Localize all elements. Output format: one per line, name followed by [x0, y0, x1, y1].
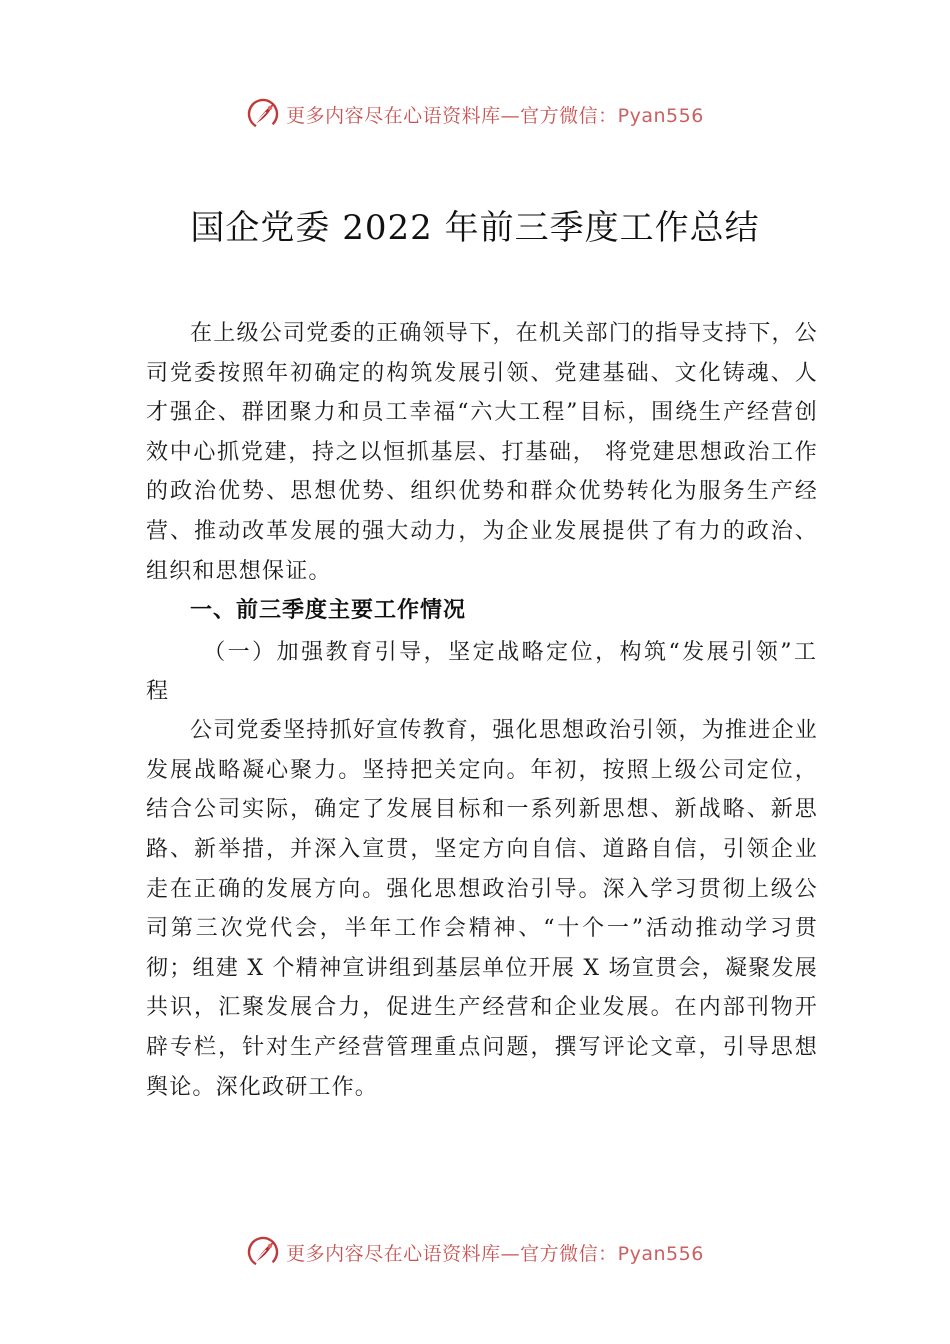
- intro-paragraph: 在上级公司党委的正确领导下，在机关部门的指导支持下，公司党委按照年初确定的构筑发展引领、党建基础、文化铸魂、人才强企、群团聚力和员工幸福“六大工程”目标，围绕生产经营创效中心抓党建，持之以恒抓基层、打基础， 将党建思想政治工作的政治优势、思想优势、组织优势和群众优势转化为服务生产经营、推动改革发展的强大动力，为企业发展提供了有力的政治、组织和思想保证。: [146, 321, 818, 584]
- header-banner: [0, 94, 950, 134]
- section-heading: 一、前三季度主要工作情况: [190, 598, 467, 624]
- footer-banner: [0, 1232, 950, 1272]
- feather-quill-logo-icon: [246, 1235, 280, 1269]
- banner-text: [286, 101, 704, 128]
- banner-wechat-id: Pyan556: [617, 104, 704, 127]
- banner-main-text: 更多内容尽在心语资料库—官方微信：: [286, 104, 618, 127]
- banner-text: [286, 1239, 704, 1266]
- banner-main-text: 更多内容尽在心语资料库—官方微信：: [286, 1242, 618, 1265]
- subsection-paragraph: 公司党委坚持抓好宣传教育，强化思想政治引领，为推进企业发展战略凝心聚力。坚持把关定向。年初，按照上级公司定位，结合公司实际，确定了发展目标和一系列新思想、新战略、新思路、新举措，并深入宣贯，坚定方向自信、道路自信，引领企业走在正确的发展方向。强化思想政治引导。深入学习贯彻上级公司第三次党代会，半年工作会精神、“十个一”活动推动学习贯彻；组建 X 个精神宣讲组到基层单位开展 X 场宣贯会，凝聚发展共识，汇聚发展合力，促进生产经营和企业发展。在内部刊物开辟专栏，针对生产经营管理重点问题，撰写评论文章，引导思想舆论。深化政研工作。: [146, 718, 818, 1100]
- banner-wechat-id: Pyan556: [617, 1242, 704, 1265]
- subsection-heading: （一）加强教育引导，坚定战略定位，构筑“发展引领”工程: [146, 640, 818, 705]
- document-body: [146, 314, 818, 1107]
- feather-quill-logo-icon: [246, 97, 280, 131]
- document-title: 国企党委 2022 年前三季度工作总结: [190, 208, 760, 248]
